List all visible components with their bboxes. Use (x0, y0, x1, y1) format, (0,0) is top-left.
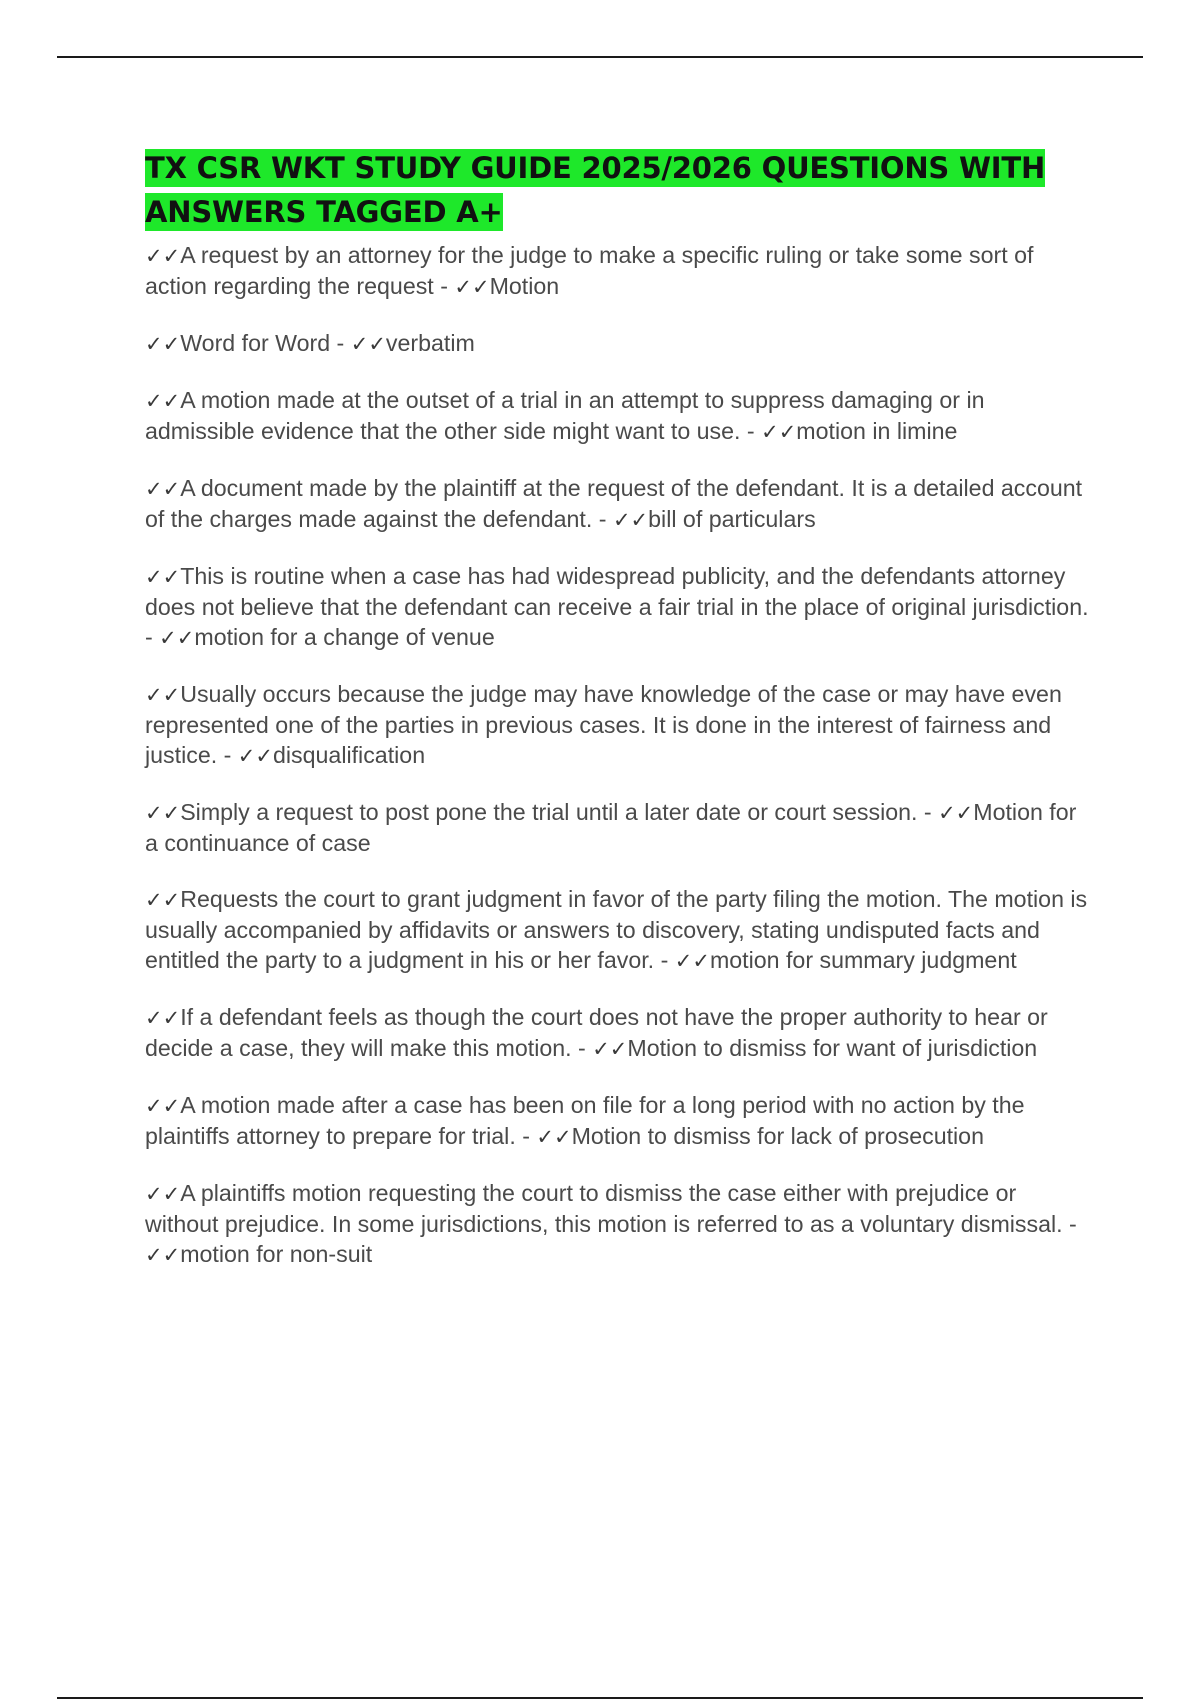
answer-text: motion for summary judgment (709, 947, 1017, 973)
qa-item: ✓✓This is routine when a case has had widespread publicity, and the defendants attorney does not believe that the defendant can receive a fair trial in the place of original jurisdiction. - ✓✓motion for a change of venue (145, 563, 1089, 650)
check-icon: ✓✓ (938, 801, 974, 825)
check-icon: ✓✓ (159, 626, 195, 650)
bottom-rule (57, 1697, 1143, 1699)
check-icon: ✓✓ (536, 1125, 572, 1149)
check-icon: ✓✓ (145, 389, 181, 413)
check-icon: ✓✓ (145, 477, 181, 501)
answer-text: bill of particulars (648, 506, 816, 532)
answer-text: Motion to dismiss for want of jurisdiction (627, 1035, 1038, 1061)
qa-item: ✓✓Word for Word - ✓✓verbatim (145, 330, 475, 356)
check-icon: ✓✓ (237, 744, 273, 768)
check-icon: ✓✓ (145, 801, 181, 825)
check-icon: ✓✓ (454, 275, 490, 299)
question-text: A document made by the plaintiff at the request of the defendant. It is a detailed account of the charges made against the defendant. (145, 475, 1083, 532)
question-text: Simply a request to post pone the trial until a later date or court session. (180, 799, 918, 825)
qa-item: ✓✓Usually occurs because the judge may have knowledge of the case or may have even represented one of the parties in previous cases. It is done in the interest of fairness and justice. - ✓✓disqualification (145, 681, 1062, 768)
check-icon: ✓✓ (592, 1037, 628, 1061)
answer-text: disqualification (272, 742, 426, 768)
document-title (145, 146, 1090, 234)
question-text: A motion made after a case has been on file for a long period with no action by the plaintiffs attorney to prepare for trial. (145, 1092, 1025, 1149)
check-icon: ✓✓ (145, 683, 181, 707)
answer-text: verbatim (385, 330, 475, 356)
top-rule (57, 56, 1143, 58)
check-icon: ✓✓ (145, 888, 181, 912)
check-icon: ✓✓ (674, 949, 710, 973)
answer-text: Motion (489, 273, 560, 299)
check-icon: ✓✓ (145, 332, 181, 356)
qa-item: ✓✓A motion made at the outset of a trial in an attempt to suppress damaging or in admissible evidence that the other side might want to use. - ✓✓motion in limine (145, 387, 985, 444)
question-text: If a defendant feels as though the court does not have the proper authority to hear or decide a case, they will make this motion. (145, 1004, 1048, 1061)
document-body (145, 146, 1090, 1296)
check-icon: ✓✓ (145, 1243, 181, 1267)
qa-list (145, 240, 1090, 1270)
answer-text: Motion to dismiss for lack of prosecution (571, 1123, 984, 1149)
question-text: A motion made at the outset of a trial in an attempt to suppress damaging or in admissible evidence that the other side might want to use. (145, 387, 985, 444)
question-text: Requests the court to grant judgment in favor of the party filing the motion. The motion is usually accompanied by affidavits or answers to discovery, stating undisputed facts and entitled the party to a judgment in his or her favor. (145, 886, 1088, 973)
check-icon: ✓✓ (145, 244, 181, 268)
answer-text: Motion for a continuance of case (145, 799, 1077, 856)
question-text: Usually occurs because the judge may have knowledge of the case or may have even represented one of the parties in previous cases. It is done in the interest of fairness and justice. (145, 681, 1062, 768)
check-icon: ✓✓ (145, 1006, 181, 1030)
qa-item: ✓✓Requests the court to grant judgment in favor of the party filing the motion. The motion is usually accompanied by affidavits or answers to discovery, stating undisputed facts and entitled the party to a judgment in his or her favor. - ✓✓motion for summary judgment (145, 886, 1088, 973)
qa-item: ✓✓If a defendant feels as though the court does not have the proper authority to hear or decide a case, they will make this motion. - ✓✓Motion to dismiss for want of jurisdiction (145, 1004, 1048, 1061)
answer-text: motion for non-suit (180, 1241, 373, 1267)
question-text: This is routine when a case has had widespread publicity, and the defendants attorney does not believe that the defendant can receive a fair trial in the place of original jurisdiction. (145, 563, 1089, 620)
answer-text: motion for a change of venue (194, 624, 495, 650)
question-text: A request by an attorney for the judge to make a specific ruling or take some sort of action regarding the request (145, 242, 1034, 299)
qa-item: ✓✓A request by an attorney for the judge to make a specific ruling or take some sort of action regarding the request - ✓✓Motion (145, 242, 1034, 299)
qa-item: ✓✓A motion made after a case has been on file for a long period with no action by the plaintiffs attorney to prepare for trial. - ✓✓Motion to dismiss for lack of prosecution (145, 1092, 1025, 1149)
qa-item: ✓✓Simply a request to post pone the trial until a later date or court session. - ✓✓Motion for a continuance of case (145, 799, 1077, 856)
check-icon: ✓✓ (761, 420, 797, 444)
check-icon: ✓✓ (145, 565, 181, 589)
title-highlight: TX CSR WKT STUDY GUIDE 2025/2026 QUESTIONS WITH ANSWERS TAGGED A+ (145, 151, 1046, 229)
check-icon: ✓✓ (612, 508, 649, 532)
qa-item: ✓✓A document made by the plaintiff at the request of the defendant. It is a detailed account of the charges made against the defendant. - ✓✓bill of particulars (145, 475, 1083, 532)
check-icon: ✓✓ (145, 1094, 181, 1118)
question-text: A plaintiffs motion requesting the court to dismiss the case either with prejudice or without prejudice. In some jurisdictions, this motion is referred to as a voluntary dismissal. (145, 1180, 1063, 1237)
answer-text: motion in limine (796, 418, 958, 444)
check-icon: ✓✓ (145, 1182, 181, 1206)
question-text: Word for Word (180, 330, 331, 356)
check-icon: ✓✓ (350, 332, 386, 356)
qa-item: ✓✓A plaintiffs motion requesting the court to dismiss the case either with prejudice or without prejudice. In some jurisdictions, this motion is referred to as a voluntary dismissal. - ✓✓motion for non-suit (145, 1180, 1077, 1267)
